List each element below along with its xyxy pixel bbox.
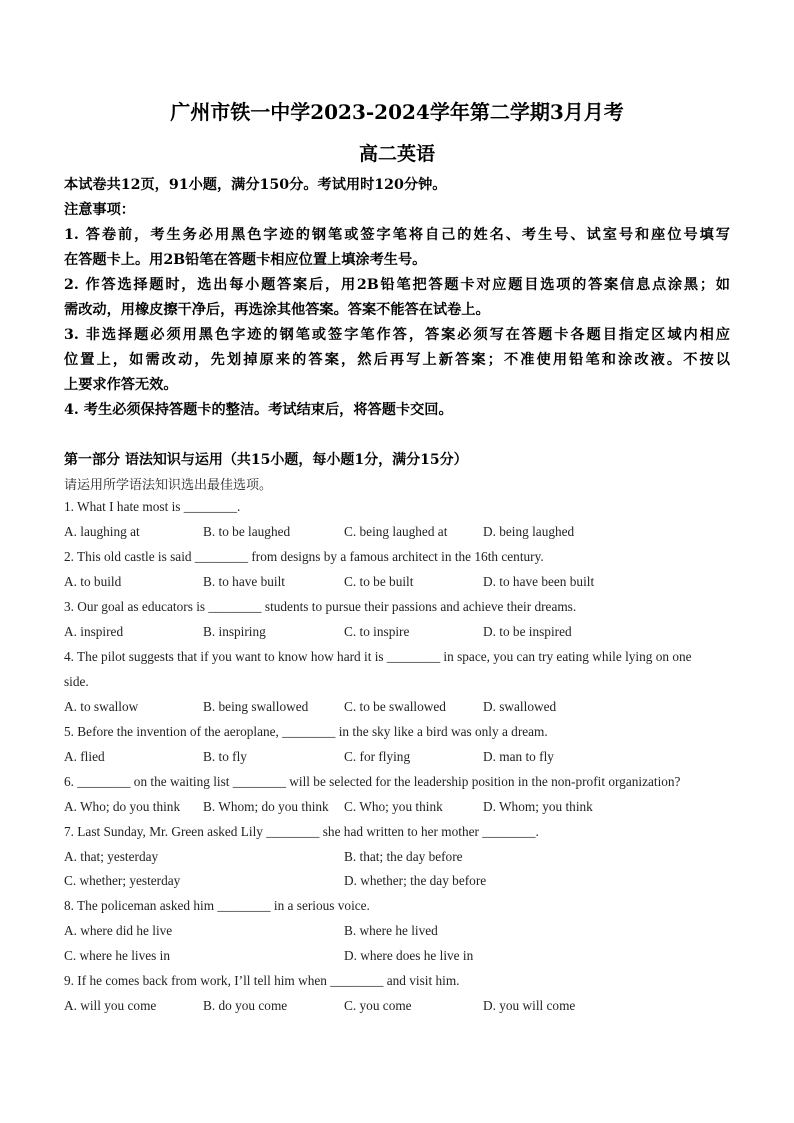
exam-summary: 本试卷共12页，91小题，满分150分。考试用时120分钟。: [64, 177, 447, 193]
question-3-option-a: A. inspired: [64, 624, 124, 639]
question-4-option-d: D. swallowed: [483, 699, 557, 714]
question-7-option-b: B. that; the day before: [344, 849, 463, 864]
question-8-option-b: B. where he lived: [344, 923, 438, 938]
notice-item-3-line-2: 位置上，如需改动，先划掉原来的答案，然后再写上新答案；不准使用铅笔和涂改液。不按以: [64, 352, 730, 368]
notice-item-2-line-1: 2. 作答选择题时，选出每小题答案后，用2B铅笔把答题卡对应题目选项的答案信息点涂黑；如: [64, 277, 730, 293]
question-8-option-a: A. where did he live: [64, 923, 173, 938]
question-8-option-c: C. where he lives in: [64, 948, 170, 963]
question-6-option-b: B. Whom; do you think: [203, 799, 329, 814]
question-9-option-a: A. will you come: [64, 998, 157, 1013]
page-subtitle: 高二英语: [358, 143, 435, 165]
question-7-stem: 7. Last Sunday, Mr. Green asked Lily ________ she had written to her mother ________.: [64, 824, 539, 839]
question-4-option-a: A. to swallow: [64, 699, 139, 714]
question-5-option-b: B. to fly: [203, 749, 247, 764]
question-1-stem: 1. What I hate most is ________.: [64, 499, 241, 514]
question-7-option-d: D. whether; the day before: [344, 873, 487, 888]
question-2-option-c: C. to be built: [344, 574, 414, 589]
question-8-option-d: D. where does he live in: [344, 948, 474, 963]
question-7-option-a: A. that; yesterday: [64, 849, 159, 864]
page-title: 广州市铁一中学2023-2024学年第二学期3月月考: [170, 100, 624, 124]
section-instruction: 请运用所学语法知识选出最佳选项。: [64, 478, 273, 493]
notice-heading: 注意事项：: [64, 202, 135, 218]
question-6-option-c: C. Who; you think: [344, 799, 443, 814]
question-2-stem: 2. This old castle is said ________ from designs by a famous architect in the 16th century.: [64, 549, 544, 564]
question-1-option-d: D. being laughed: [483, 524, 575, 539]
question-6-stem: 6. ________ on the waiting list ________ will be selected for the leadership position in the non-profit organization?: [64, 774, 681, 789]
question-4-option-b: B. being swallowed: [203, 699, 309, 714]
question-8-stem: 8. The policeman asked him ________ in a serious voice.: [64, 898, 370, 913]
question-2-option-d: D. to have been built: [483, 574, 595, 589]
question-3-stem: 3. Our goal as educators is ________ students to pursue their passions and achieve their dreams.: [64, 599, 577, 614]
question-4-option-c: C. to be swallowed: [344, 699, 446, 714]
question-1-option-c: C. being laughed at: [344, 524, 448, 539]
question-3-option-d: D. to be inspired: [483, 624, 572, 639]
question-9-stem: 9. If he comes back from work, I’ll tell him when ________ and visit him.: [64, 973, 460, 988]
question-5-option-a: A. flied: [64, 749, 105, 764]
question-4-stem-continued: side.: [64, 674, 89, 689]
notice-item-3-line-1: 3. 非选择题必须用黑色字迹的钢笔或签字笔作答，答案必须写在答题卡各题目指定区域内相应: [64, 327, 730, 343]
question-5-stem: 5. Before the invention of the aeroplane, ________ in the sky like a bird was only a dream.: [64, 724, 548, 739]
question-1-option-b: B. to be laughed: [203, 524, 291, 539]
question-6-option-a: A. Who; do you think: [64, 799, 181, 814]
question-2-option-b: B. to have built: [203, 574, 285, 589]
question-6-option-d: D. Whom; you think: [483, 799, 593, 814]
question-3-option-c: C. to inspire: [344, 624, 410, 639]
notice-item-1-line-1: 1. 答卷前，考生务必用黑色字迹的钢笔或签字笔将自己的姓名、考生号、试室号和座位号填写: [64, 227, 730, 243]
question-3-option-b: B. inspiring: [203, 624, 266, 639]
question-5-option-d: D. man to fly: [483, 749, 554, 764]
notice-item-3-line-3: 上要求作答无效。: [64, 377, 178, 393]
question-9-option-c: C. you come: [344, 998, 412, 1013]
notice-item-2-line-2: 需改动，用橡皮擦干净后，再选涂其他答案。答案不能答在试卷上。: [64, 302, 490, 318]
question-9-option-b: B. do you come: [203, 998, 288, 1013]
question-9-option-d: D. you will come: [483, 998, 576, 1013]
question-2-option-a: A. to build: [64, 574, 122, 589]
section-heading: 第一部分 语法知识与运用（共15小题，每小题1分，满分15分）: [64, 452, 468, 468]
question-7-option-c: C. whether; yesterday: [64, 873, 181, 888]
question-4-stem: 4. The pilot suggests that if you want to know how hard it is ________ in space, you can try eating while lying on one: [64, 649, 692, 664]
notice-item-1-line-2: 在答题卡上。用2B铅笔在答题卡相应位置上填涂考生号。: [64, 252, 427, 268]
notice-item-4: 4. 考生必须保持答题卡的整洁。考试结束后，将答题卡交回。: [64, 402, 453, 418]
question-5-option-c: C. for flying: [344, 749, 411, 764]
question-1-option-a: A. laughing at: [64, 524, 140, 539]
